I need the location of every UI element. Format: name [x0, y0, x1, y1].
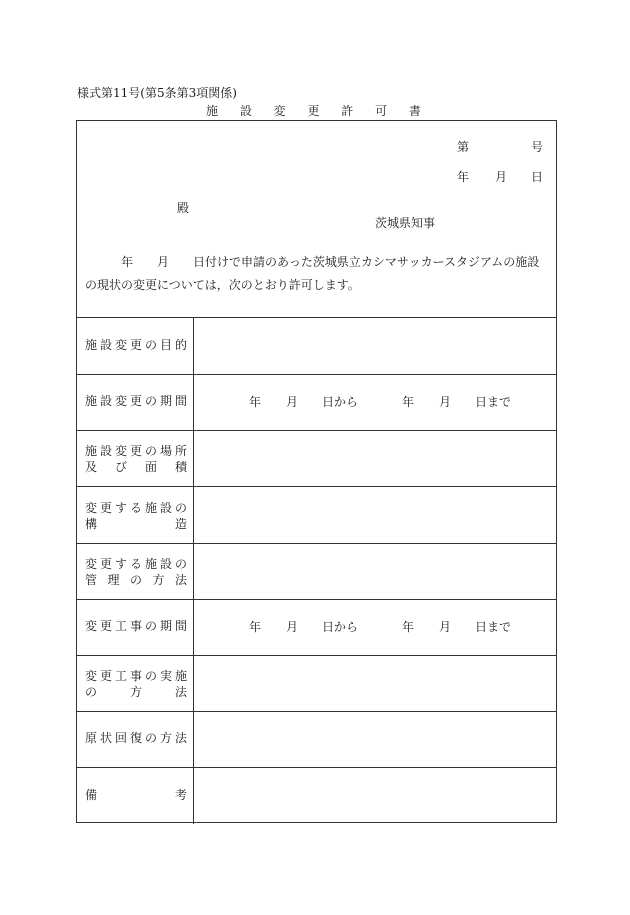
row-change-period — [77, 374, 556, 431]
row-label-text: 施設変更の目的 — [85, 338, 187, 352]
row-label-cell — [77, 768, 194, 824]
period-from-day: 日から — [322, 395, 359, 410]
row-value-cell[interactable] — [194, 711, 556, 767]
period-from-day: 日から — [322, 620, 359, 634]
period-from-month: 月 — [286, 395, 299, 410]
date-year-label: 年 — [457, 170, 470, 184]
period-to-year: 年 — [402, 620, 415, 634]
row-construction-method — [77, 655, 556, 712]
period-from-year: 年 — [249, 395, 262, 410]
row-label-line: の方法 — [85, 685, 187, 700]
row-label-cell — [77, 655, 194, 711]
row-label-text — [85, 443, 187, 475]
date-month-label: 月 — [495, 170, 508, 184]
row-label-text: 原状回復の方法 — [85, 731, 187, 746]
row-label-text — [85, 668, 187, 700]
row-label-text: 施設変更の期間 — [85, 394, 187, 409]
date-day-label: 日 — [531, 170, 544, 184]
permit-header-block — [77, 121, 556, 318]
row-label-cell — [77, 599, 194, 655]
row-label-line: 及び面積 — [85, 460, 187, 475]
row-label-cell — [77, 318, 194, 374]
row-label-text — [85, 500, 187, 532]
period-to-day: 日まで — [475, 620, 512, 634]
period-to-month: 月 — [439, 395, 452, 410]
row-label-line: 変更する施設の — [85, 556, 187, 571]
row-label-line: 構造 — [85, 516, 187, 531]
row-structure — [77, 487, 556, 544]
row-label-line: 変更工事の実施 — [85, 669, 187, 684]
row-label-cell — [77, 430, 194, 486]
period-from-year: 年 — [249, 620, 262, 634]
row-label-text: 変更工事の期間 — [85, 619, 187, 633]
row-value-cell[interactable] — [194, 374, 556, 430]
row-remarks — [77, 768, 556, 824]
period-to-year: 年 — [402, 395, 415, 410]
permit-number-go: 号 — [531, 140, 544, 154]
row-label-text: 備考 — [85, 787, 187, 802]
period-to-month: 月 — [439, 620, 452, 634]
permit-body-text: 年 月 日付けで申請のあった茨城県立カシマサッカースタジアムの施設の現状の変更については，次のとおり許可します。 — [85, 255, 540, 292]
row-value-cell[interactable] — [194, 543, 556, 599]
row-management-method — [77, 543, 556, 600]
row-label-cell — [77, 711, 194, 767]
row-value-cell[interactable] — [194, 599, 556, 655]
row-label-cell — [77, 543, 194, 599]
row-value-cell[interactable] — [194, 430, 556, 486]
row-label-line: 施設変更の場所 — [85, 444, 187, 459]
row-value-cell[interactable] — [194, 318, 556, 374]
row-purpose — [77, 318, 556, 375]
permit-form-table — [76, 120, 557, 823]
issuer-name: 茨城県知事 — [375, 216, 436, 230]
row-label-cell — [77, 487, 194, 543]
permit-number-dai: 第 — [457, 140, 470, 154]
row-label-text — [85, 556, 187, 588]
form-number-label: 様式第11号(第5条第3項関係) — [77, 86, 237, 100]
row-value-cell[interactable] — [194, 768, 556, 824]
addressee-suffix: 殿 — [177, 201, 190, 215]
row-restoration-method — [77, 711, 556, 768]
row-value-cell[interactable] — [194, 487, 556, 543]
period-to-day: 日まで — [475, 395, 512, 410]
row-construction-period — [77, 599, 556, 656]
row-label-cell — [77, 374, 194, 430]
period-from-month: 月 — [286, 620, 299, 634]
row-location-area — [77, 430, 556, 487]
row-label-line: 管理の方法 — [85, 572, 187, 587]
row-value-cell[interactable] — [194, 655, 556, 711]
row-label-line: 変更する施設の — [85, 500, 187, 515]
document-title: 施 設 変 更 許 可 書 — [206, 104, 430, 118]
